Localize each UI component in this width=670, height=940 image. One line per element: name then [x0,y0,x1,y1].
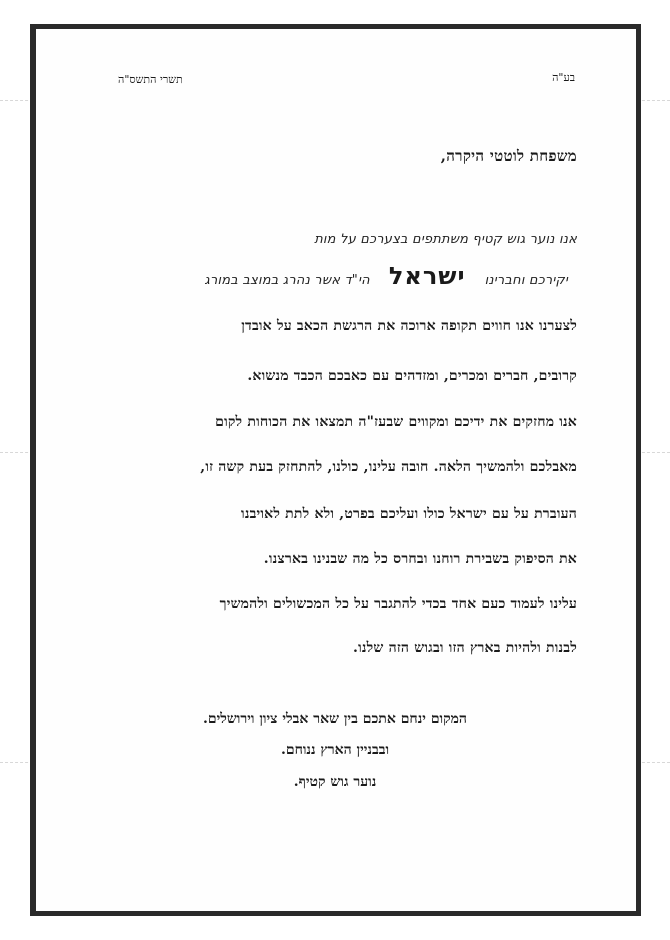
body-line: את הסיפוק בשבירת רוחנו ובחרס כל מה שבנינו בארצנו. [263,551,577,567]
closing-line-1: המקום ינחם אתכם בין שאר אבלי ציון וירושלים. [203,711,467,727]
date-header: תשרי התשס"ה [118,73,183,86]
signature: נוער גוש קטיף. [293,774,377,790]
handwritten-line-1: אנו נוער גוש קטיף משתתפים בצערכם על מות [314,232,577,247]
handwritten-line-2 [204,262,568,290]
handwritten-line-2-pre: יקירכם וחברינו [484,273,568,288]
body-line: לצערנו אנו חווים תקופה ארוכה את הרגשת הכאב על אובדן [241,318,577,334]
deceased-name: ישראל [388,262,466,290]
body-line: לבנות ולהיות בארץ הזו ובגוש הזה שלנו. [353,640,577,656]
greeting: משפחת לוטטי היקרה, [440,147,577,165]
body-line: אנו מחזקים את ידיכם ומקווים שבעז"ה תמצאו את הכוחות לקום [215,414,577,430]
closing-line-2: ובבניין הארץ ננוחם. [280,742,390,758]
body-line: עלינו לעמוד כעם אחד בכדי להתגבר על כל המכשולים ולהמשיך [219,596,577,612]
body-line: מאבלכם ולהמשיך הלאה. חובה עלינו, כולנו, להתחזק בעת קשה זו, [200,459,577,475]
bsd-header: בע"ה [552,71,575,84]
body-line: העוברת על עם ישראל כולו ועליכם בפרט, ולא לתת לאויבנו [241,506,577,522]
body-line: קרובים, חברים ומכרים, ומזדהים עם כאבכם הכבד מנשוא. [247,368,577,384]
handwritten-line-2-post: הי"ד אשר נהרג במוצב במורג [204,273,370,288]
